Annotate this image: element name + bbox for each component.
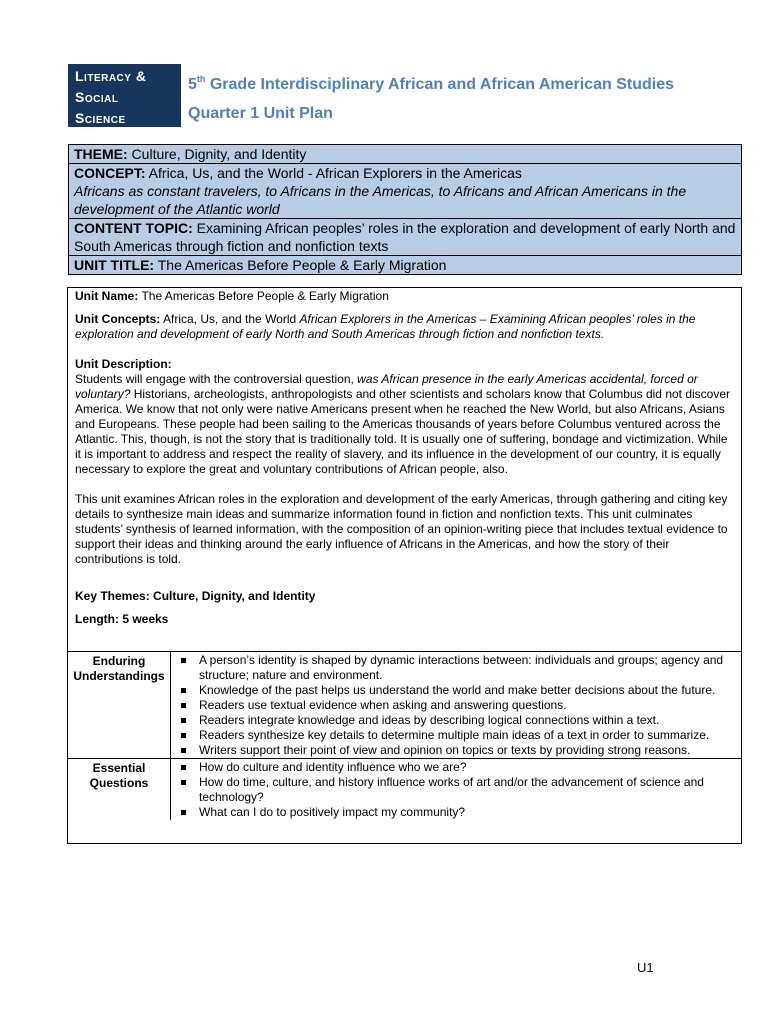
theme-row	[69, 145, 742, 164]
title-text: Grade Interdisciplinary African and African American Studies	[205, 76, 674, 93]
list-item: Knowledge of the past helps us understand the world and make better decisions about the future.	[177, 683, 737, 698]
key-themes: Key Themes: Culture, Dignity, and Identity	[75, 589, 316, 603]
page-subtitle: Quarter 1 Unit Plan	[188, 105, 333, 122]
list-item: Readers integrate knowledge and ideas by describing logical connections within a text.	[177, 713, 737, 728]
grade-number: 5	[188, 76, 197, 93]
concept-value: Africa, Us, and the World - African Explorers in the Americas	[145, 165, 522, 181]
unit-description-label: Unit Description:	[75, 357, 172, 371]
essential-questions-list	[171, 760, 741, 820]
page-title	[188, 70, 758, 99]
unit-description-paragraph-2: This unit examines African roles in the exploration and development of the early Americas, through gathering and citing key details to synthesize main ideas and summarize information found in fiction and nonfiction texts. This unit culminates students’ synthesis of learned information, with the composition of an opinion-writing piece that includes textual evidence to support their ideas and thinking around the early influence of Africans in the Americas, and how the story of their contributions is told.	[75, 492, 728, 566]
concept-row	[69, 164, 742, 219]
content-topic-row	[69, 219, 742, 256]
grade-suffix: th	[196, 74, 206, 84]
logo-line-2: Social	[75, 89, 119, 105]
unit-concepts-italic: African Explorers in the Americas – Examining African peoples’ roles in the exploration and development of early North and South Americas through fiction and nonfiction texts.	[75, 312, 696, 341]
content-topic-label: CONTENT TOPIC:	[74, 220, 193, 236]
unit-name-label: Unit Name:	[75, 289, 139, 303]
list-item: Readers synthesize key details to determine multiple main ideas of a text in order to summarize.	[177, 728, 737, 743]
desc-p1-start: Students will engage with the controversial question,	[75, 372, 358, 386]
document-title	[188, 70, 758, 128]
content-topic-value: Examining African peoples’ roles in the exploration and development of early North and South Americas through fiction and nonfiction texts	[74, 220, 736, 254]
list-item: Writers support their point of view and opinion on topics or texts by providing strong reasons.	[177, 743, 737, 758]
unit-concepts	[75, 312, 734, 342]
list-item: Readers use textual evidence when asking and answering questions.	[177, 698, 737, 713]
unit-description-paragraph-1	[75, 372, 734, 477]
understandings-table	[68, 651, 741, 820]
logo-line-3: Science	[75, 110, 126, 126]
list-item: A person’s identity is shaped by dynamic interactions between: individuals and groups; agency and structure; nature and environment.	[177, 653, 737, 683]
unit-title-value: The Americas Before People & Early Migration	[154, 257, 447, 273]
theme-table	[68, 144, 742, 275]
unit-plan-box	[67, 287, 742, 844]
desc-p1-rest: Historians, archeologists, anthropologists and other scientists and scholars know that Columbus did not discover America. We know that not only were native Americans present when he reached the New World, but also Africans, Asians and Europeans. These people had been sailing to the Americas thousands of years before Columbus ventured across the Atlantic. This, though, is not the story that is traditionally told. It is usually one of suffering, bondage and victimization. While it is important to address and respect the reality of slavery, and its influence in the development of our country, it is equally necessary to explore the great and voluntary contributions of African people, also.	[75, 387, 731, 476]
list-item: What can I do to positively impact my community?	[177, 805, 737, 820]
unit-concepts-label: Unit Concepts:	[75, 312, 161, 326]
enduring-understandings-list	[171, 653, 741, 758]
list-item: How do time, culture, and history influence works of art and/or the advancement of science and technology?	[177, 775, 737, 805]
concept-description: Africans as constant travelers, to Africans in the Americas, to Africans and African Americans in the development of the Atlantic world	[74, 183, 687, 217]
unit-name	[75, 289, 734, 304]
page-number: U1	[637, 960, 654, 975]
unit-length: Length: 5 weeks	[75, 612, 169, 626]
theme-value: Culture, Dignity, and Identity	[127, 146, 307, 162]
list-item: How do culture and identity influence who we are?	[177, 760, 737, 775]
unit-name-value: The Americas Before People & Early Migration	[138, 289, 389, 303]
unit-concepts-plain: Africa, Us, and the World	[160, 312, 300, 326]
enduring-understandings-row	[68, 652, 741, 759]
essential-questions-label: Essential Questions	[68, 759, 171, 821]
essential-questions-row	[68, 759, 741, 821]
theme-label: THEME:	[74, 146, 128, 162]
literacy-social-science-logo	[68, 64, 181, 127]
unit-title-row	[69, 256, 742, 275]
enduring-understandings-label: Enduring Understandings	[68, 652, 171, 759]
logo-line-1: Literacy &	[75, 68, 147, 84]
concept-label: CONCEPT:	[74, 165, 146, 181]
desc-p1-question: was African presence in the early Americas accidental, forced or voluntary?	[75, 372, 698, 401]
unit-title-label: UNIT TITLE:	[74, 257, 155, 273]
